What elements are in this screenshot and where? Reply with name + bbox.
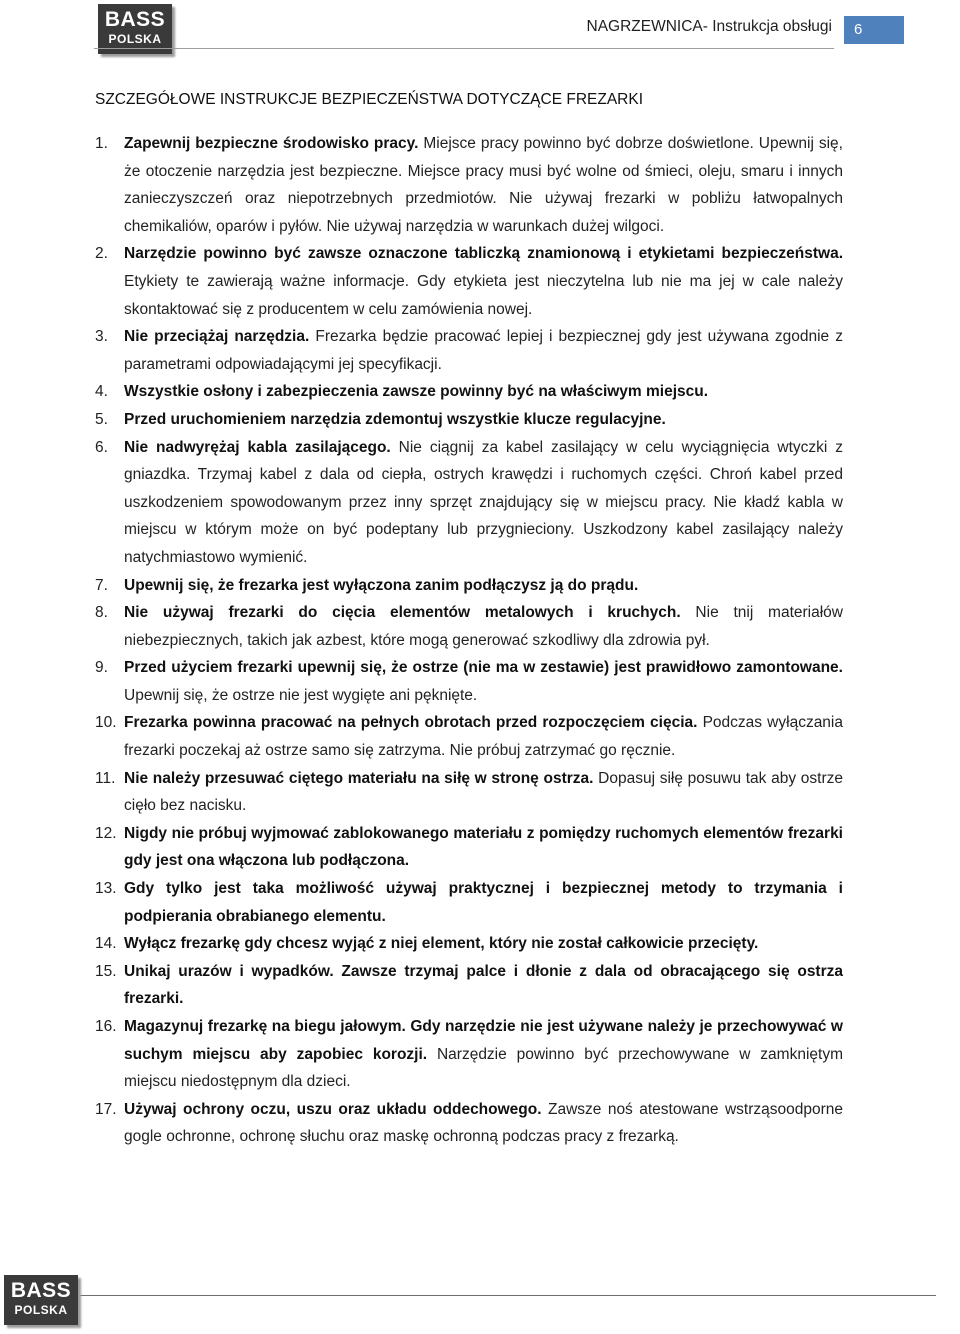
list-item-number: 5. [95,410,108,428]
footer-logo-text-bass: BASS [10,1279,72,1302]
list-item-body-text: Nie tnij materiałów niebezpiecznych, takich jak azbest, które mogą generować szkodliwy dla zdrowia pył. [124,604,843,649]
list-item-bold-text: Wszystkie osłony i zabezpieczenia zawsze powinny być na właściwym miejscu. [124,383,709,401]
list-item-text [124,572,843,600]
logo-text-bass: BASS [104,8,166,31]
list-item-text [124,599,843,654]
list-item-body-text: Upewnij się, że ostrze nie jest wygięte ani pęknięte. [124,686,478,704]
list-item-bold-text: Przed użyciem frezarki upewnij się, że ostrze (nie ma w zestawie) jest prawidłowo zamontowane. [124,659,843,677]
header-title: NAGRZEWNICA- Instrukcja obsługi [586,18,832,35]
list-item-number: 3. [95,328,108,346]
list-item-body-text: Podczas wyłączania frezarki poczekaj aż ostrze samo się zatrzyma. Nie próbuj zatrzymać go ręcznie. [124,714,843,760]
list-item-number: 6. [95,438,108,456]
list-item-bold-text: Nie należy przesuwać ciętego materiału na siłę w stronę ostrza. [124,769,594,787]
list-item-text [124,958,843,1013]
list-item-bold-text: Upewnij się, że frezarka jest wyłączona zanim podłączysz ją do prądu. [124,576,639,594]
list-item-bold-text: Unikaj urazów i wypadków. Zawsze trzymaj palce i dłonie z dala od obracającego się ostrza frezarki. [124,962,843,1008]
list-item-text [124,406,843,434]
page-number: 6 [844,16,904,44]
list-item-body-text: Dopasuj siłę posuwu tak aby ostrze cięło bez nacisku. [124,769,843,815]
list-item-text [124,130,843,240]
list-item-number: 4. [95,383,108,401]
list-item [95,820,843,875]
footer-divider [80,1295,936,1296]
list-item-text [124,820,843,875]
list-item [95,1096,843,1151]
list-item-number: 15. [95,962,117,980]
list-item-text [124,240,843,323]
list-item [95,378,843,406]
footer-logo-text-polska: POLSKA [14,1303,68,1317]
list-item-text [124,323,843,378]
list-item [95,406,843,434]
list-item-text [124,709,843,764]
list-item [95,875,843,930]
list-item-bold-text: Przed uruchomieniem narzędzia zdemontuj wszystkie klucze regulacyjne. [124,410,666,428]
list-item [95,765,843,820]
list-item-bold-text: Magazynuj frezarkę na biegu jałowym. Gdy narzędzie nie jest używane należy je przechowywać w suchym miejscu aby zapobiec korozji. [124,1018,843,1063]
list-item [95,930,843,958]
list-item-bold-text: Narzędzie powinno być zawsze oznaczone tabliczką znamionową i etykietami bezpieczeństwa. [124,245,843,263]
list-item-body-text: Narzędzie powinno być przechowywane w zamkniętym miejscu niedostępnym dla dzieci. [124,1045,843,1091]
logo-text-polska: POLSKA [108,32,162,46]
list-item [95,323,843,378]
list-item-number: 13. [95,880,117,898]
list-item [95,434,843,572]
list-item-number: 1. [95,135,108,152]
list-item [95,599,843,654]
list-item-bold-text: Zapewnij bezpieczne środowisko pracy. [124,135,419,152]
list-item-text [124,1013,843,1096]
list-item-text [124,1096,843,1151]
header-divider [94,48,834,49]
list-item-text [124,930,843,958]
list-item [95,958,843,1013]
list-item-bold-text: Nie używaj frezarki do cięcia elementów metalowych i kruchych. [124,604,681,622]
section-title: SZCZEGÓŁOWE INSTRUKCJE BEZPIECZEŃSTWA DOTYCZĄCE FREZARKI [95,91,644,108]
list-item-text [124,378,843,406]
list-item-body-text: Frezarka będzie pracować lepiej i bezpiecznej gdy jest używana zgodnie z parametrami odpowiadającymi jej specyfikacji. [124,328,843,373]
list-item-bold-text: Nie przeciążaj narzędzia. [124,328,310,346]
list-item-number: 12. [95,824,117,842]
instructions-list [95,130,843,1151]
list-item [95,654,843,709]
list-item [95,572,843,600]
list-item-number: 14. [95,935,117,953]
list-item-bold-text: Nie nadwyrężaj kabla zasilającego. [124,438,391,456]
bass-polska-footer-logo [4,1275,78,1325]
list-item-bold-text: Nigdy nie próbuj wyjmować zablokowanego materiału z pomiędzy ruchomych elementów frezarki gdy jest ona włączona lub podłączona. [124,824,843,870]
list-item-text [124,875,843,930]
list-item-body-text: Miejsce pracy powinno być dobrze doświetlone. Upewnij się, że otoczenie narzędzia jest bezpieczne. Miejsce pracy musi być wolne od śmieci, oleju, smaru i innych zanieczyszczeń oraz niepotrzebnych przedmiotów. Nie używaj frezarki w pobliżu łatwopalnych chemikaliów, oparów i pyłów. Nie używaj narzędzia w warunkach dużej wilgoci. [124,135,843,235]
list-item-bold-text: Wyłącz frezarkę gdy chcesz wyjąć z niej element, który nie został całkowicie przecięty. [124,935,759,953]
list-item [95,130,843,240]
list-item-number: 17. [95,1100,117,1118]
list-item-body-text: Etykiety te zawierają ważne informacje. Gdy etykieta jest nieczytelna lub nie ma jej w cale należy skontaktować się z producentem w celu zamówienia nowej. [124,272,843,318]
list-item-number: 2. [95,245,108,263]
list-item-number: 10. [95,714,117,732]
list-item-number: 7. [95,576,108,594]
list-item-number: 8. [95,604,108,622]
list-item-bold-text: Używaj ochrony oczu, uszu oraz układu oddechowego. [124,1100,542,1118]
list-item-number: 9. [95,659,108,677]
list-item-text [124,654,843,709]
list-item-body-text: Nie ciągnij za kabel zasilający w celu wyciągnięcia wtyczki z gniazdka. Trzymaj kabel z dala od ciepła, ostrych krawędzi i ruchomych części. Chroń kabel przed uszkodzeniem spowodowanym przez inny sprzęt znajdujący się w miejscu pracy. Nie kładź kabla w miejscu w którym może on być podeptany lub przygnieciony. Uszkodzony kabel zasilający należy natychmiastowo wymienić. [124,438,844,566]
list-item-bold-text: Frezarka powinna pracować na pełnych obrotach przed rozpoczęciem cięcia. [124,714,698,732]
list-item-bold-text: Gdy tylko jest taka możliwość używaj praktycznej i bezpiecznej metody to trzymania i podpierania obrabianego elementu. [124,880,843,925]
list-item-body-text: Zawsze noś atestowane wstrząsoodporne gogle ochronne, ochronę słuchu oraz maskę ochronną podczas pracy z frezarką. [124,1100,843,1146]
list-item-number: 11. [95,769,116,787]
list-item-text [124,765,843,820]
list-item [95,1013,843,1096]
list-item-number: 16. [95,1018,117,1035]
bass-polska-logo [98,4,172,54]
list-item [95,240,843,323]
list-item [95,709,843,764]
list-item-text [124,434,843,572]
